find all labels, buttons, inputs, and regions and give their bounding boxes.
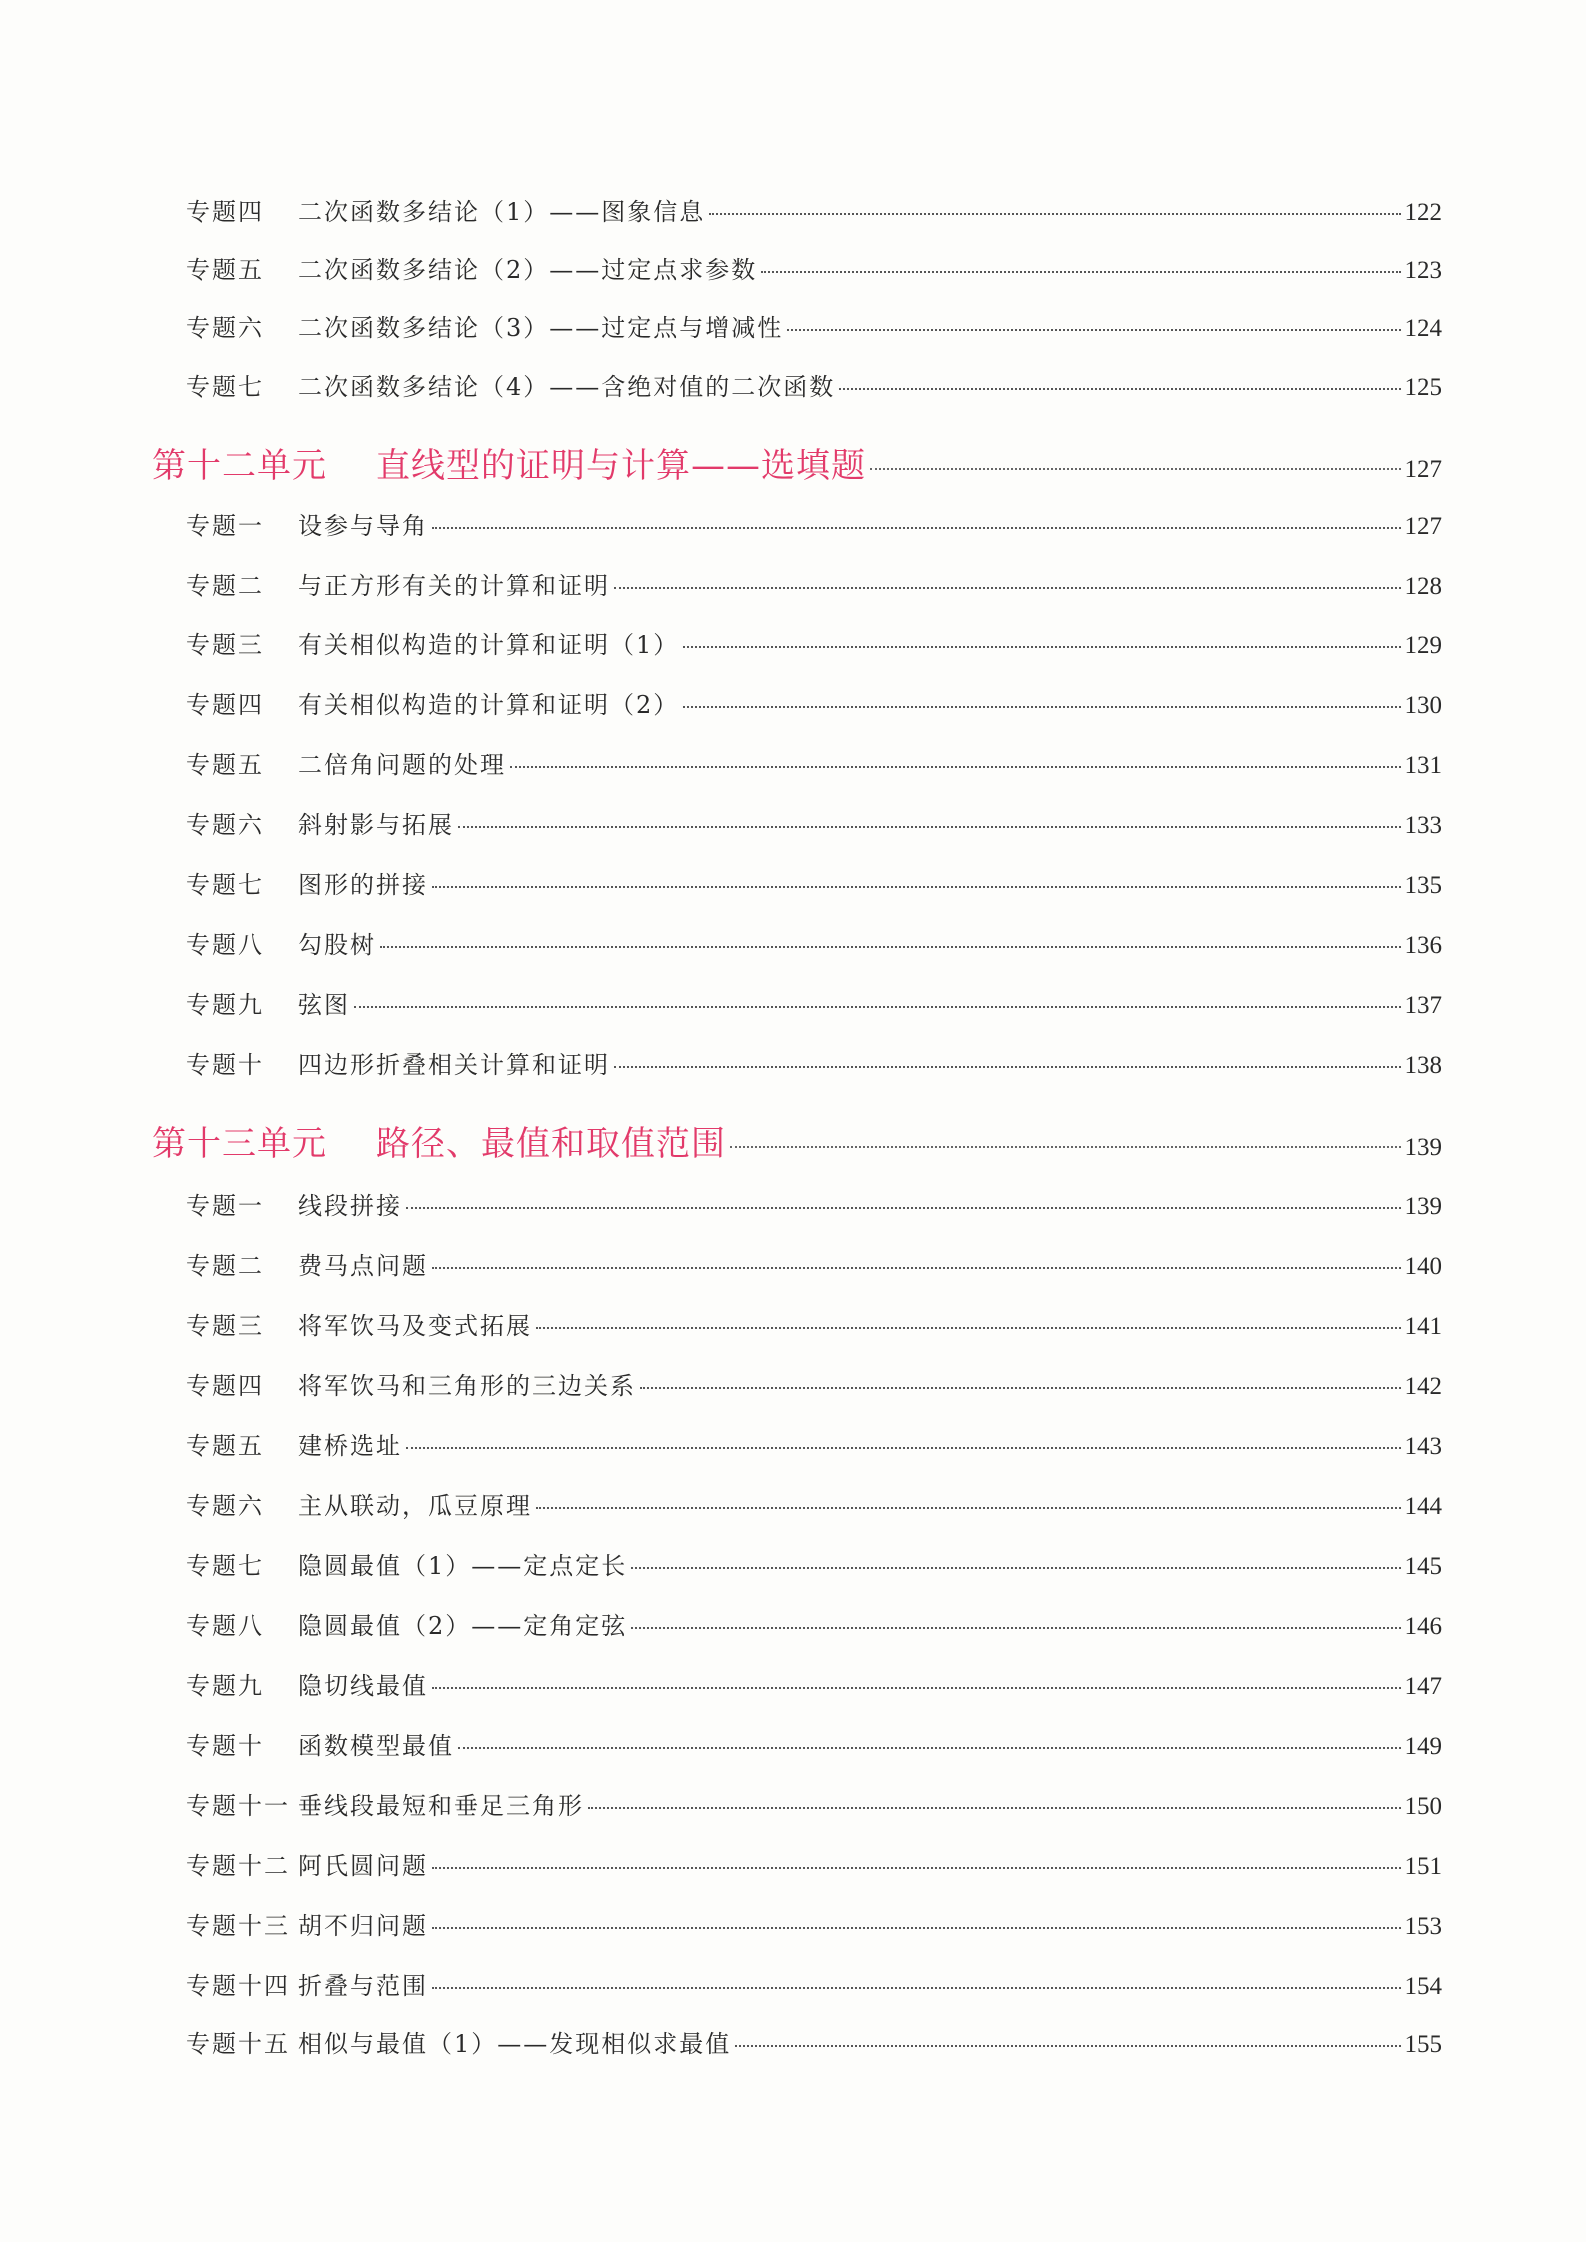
topic-label: 专题六 [186,314,264,342]
dot-leader [536,1327,1401,1329]
toc-entry[interactable] [152,985,1442,1020]
toc-entry[interactable] [152,1606,1442,1641]
page-number: 155 [1404,2031,1442,2058]
toc-entry[interactable] [152,1426,1442,1461]
dot-leader [730,1146,1401,1148]
dot-leader [614,1066,1401,1068]
topic-label: 专题三 [186,1312,264,1340]
topic-label: 专题一 [186,512,264,540]
topic-title: 四边形折叠相关计算和证明 [298,1051,610,1079]
toc-entry[interactable] [152,2024,1442,2059]
topic-label: 专题十 [186,1051,264,1079]
dot-leader [787,329,1400,331]
page-number: 139 [1404,1193,1442,1220]
page-number: 125 [1404,374,1442,401]
dot-leader [432,527,1401,529]
topic-label: 专题十二 [186,1852,290,1880]
dot-leader [640,1387,1401,1389]
topic-label: 专题四 [186,1372,264,1400]
topic-title: 胡不归问题 [298,1912,428,1940]
page-number: 147 [1404,1673,1442,1700]
page-number: 139 [1404,1134,1442,1161]
topic-title: 与正方形有关的计算和证明 [298,572,610,600]
topic-label: 专题二 [186,1252,264,1280]
dot-leader [761,271,1400,273]
toc-entry[interactable] [152,308,1442,343]
dot-leader [406,1447,1401,1449]
dot-leader [588,1807,1401,1809]
topic-title: 二次函数多结论（4）——含绝对值的二次函数 [298,373,836,401]
toc-entry[interactable] [152,685,1442,720]
page-number: 145 [1404,1553,1442,1580]
topic-title: 隐圆最值（2）——定角定弦 [298,1612,628,1640]
unit-title: 路径、最值和取值范围 [376,1124,726,1164]
topic-title: 阿氏圆问题 [298,1852,428,1880]
topic-label: 专题三 [186,631,264,659]
toc-entry[interactable] [152,1186,1442,1221]
topic-title: 费马点问题 [298,1252,428,1280]
topic-title: 建桥选址 [298,1432,402,1460]
topic-title: 图形的拼接 [298,871,428,899]
dot-leader [536,1507,1401,1509]
dot-leader [458,1747,1401,1749]
topic-title: 将军饮马和三角形的三边关系 [298,1372,636,1400]
page-number: 144 [1404,1493,1442,1520]
dot-leader [735,2045,1400,2047]
topic-label: 专题五 [186,1432,264,1460]
page-number: 149 [1404,1733,1442,1760]
toc-entry[interactable] [152,745,1442,780]
toc-entry[interactable] [152,1726,1442,1761]
topic-label: 专题六 [186,1492,264,1520]
topic-label: 专题四 [186,198,264,226]
page-number: 143 [1404,1433,1442,1460]
topic-title: 有关相似构造的计算和证明（1） [298,631,680,659]
topic-title: 函数模型最值 [298,1732,454,1760]
toc-entry[interactable] [152,1246,1442,1281]
page-number: 151 [1404,1853,1442,1880]
topic-label: 专题七 [186,871,264,899]
toc-entry[interactable] [152,1366,1442,1401]
toc-entry[interactable] [152,367,1442,402]
page-number: 123 [1404,257,1442,284]
topic-title: 垂线段最短和垂足三角形 [298,1792,584,1820]
toc-entry[interactable] [152,1486,1442,1521]
page-number: 141 [1404,1313,1442,1340]
topic-title: 隐切线最值 [298,1672,428,1700]
dot-leader [432,1987,1401,1989]
topic-title: 有关相似构造的计算和证明（2） [298,691,680,719]
dot-leader [432,1927,1401,1929]
page-number: 127 [1404,456,1442,483]
page-number: 146 [1404,1613,1442,1640]
dot-leader [870,468,1401,470]
dot-leader [406,1207,1401,1209]
dot-leader [432,1687,1401,1689]
topic-title: 主从联动，瓜豆原理 [298,1492,532,1520]
unit-label: 第十二单元 [152,446,327,486]
page-number: 135 [1404,872,1442,899]
toc-entry[interactable] [152,250,1442,285]
topic-title: 隐圆最值（1）——定点定长 [298,1552,628,1580]
toc-unit-heading[interactable] [152,1116,1442,1165]
topic-title: 二次函数多结论（3）——过定点与增减性 [298,314,784,342]
unit-title: 直线型的证明与计算——选填题 [376,446,866,486]
topic-title: 弦图 [298,991,350,1019]
toc-entry[interactable] [152,192,1442,227]
dot-leader [683,646,1400,648]
toc-entry[interactable] [152,1786,1442,1821]
toc-entry[interactable] [152,1306,1442,1341]
dot-leader [631,1567,1400,1569]
toc-entry[interactable] [152,1846,1442,1881]
toc-entry[interactable] [152,925,1442,960]
topic-title: 设参与导角 [298,512,428,540]
topic-label: 专题一 [186,1192,264,1220]
toc-entry[interactable] [152,566,1442,601]
topic-title: 相似与最值（1）——发现相似求最值 [298,2030,732,2058]
topic-label: 专题九 [186,991,264,1019]
topic-label: 专题五 [186,256,264,284]
dot-leader [380,946,1401,948]
topic-label: 专题十四 [186,1972,290,2000]
page-number: 138 [1404,1052,1442,1079]
page-number: 133 [1404,812,1442,839]
dot-leader [839,388,1400,390]
toc-entry[interactable] [152,1546,1442,1581]
topic-title: 折叠与范围 [298,1972,428,2000]
topic-label: 专题九 [186,1672,264,1700]
topic-label: 专题十五 [186,2030,290,2058]
toc-entry[interactable] [152,805,1442,840]
page-number: 153 [1404,1913,1442,1940]
topic-label: 专题二 [186,572,264,600]
topic-label: 专题八 [186,1612,264,1640]
topic-title: 二倍角问题的处理 [298,751,506,779]
toc-entry[interactable] [152,865,1442,900]
page-number: 128 [1404,573,1442,600]
dot-leader [432,1867,1401,1869]
page-number: 150 [1404,1793,1442,1820]
page-number: 122 [1404,199,1442,226]
dot-leader [432,1267,1401,1269]
toc-entry[interactable] [152,1906,1442,1941]
dot-leader [458,826,1401,828]
toc-entry[interactable] [152,1666,1442,1701]
dot-leader [510,766,1401,768]
page-number: 137 [1404,992,1442,1019]
topic-label: 专题十 [186,1732,264,1760]
topic-label: 专题七 [186,373,264,401]
topic-label: 专题十三 [186,1912,290,1940]
topic-label: 专题五 [186,751,264,779]
topic-title: 二次函数多结论（2）——过定点求参数 [298,256,758,284]
page-number: 136 [1404,932,1442,959]
page-number: 124 [1404,315,1442,342]
toc-entry[interactable] [152,625,1442,660]
page-number: 127 [1404,513,1442,540]
dot-leader [709,213,1400,215]
dot-leader [614,587,1401,589]
topic-label: 专题十一 [186,1792,290,1820]
toc-entry[interactable] [152,1045,1442,1080]
topic-title: 将军饮马及变式拓展 [298,1312,532,1340]
page-number: 130 [1404,692,1442,719]
topic-label: 专题八 [186,931,264,959]
dot-leader [432,886,1401,888]
page-number: 154 [1404,1973,1442,2000]
toc-entry[interactable] [152,1966,1442,2001]
topic-title: 二次函数多结论（1）——图象信息 [298,198,706,226]
topic-title: 线段拼接 [298,1192,402,1220]
dot-leader [683,706,1400,708]
unit-label: 第十三单元 [152,1124,327,1164]
page-number: 129 [1404,632,1442,659]
page-number: 142 [1404,1373,1442,1400]
dot-leader [631,1627,1400,1629]
toc-unit-heading[interactable] [152,438,1442,487]
topic-title: 勾股树 [298,931,376,959]
topic-label: 专题七 [186,1552,264,1580]
dot-leader [354,1006,1401,1008]
topic-title: 斜射影与拓展 [298,811,454,839]
page-number: 140 [1404,1253,1442,1280]
topic-label: 专题六 [186,811,264,839]
topic-label: 专题四 [186,691,264,719]
page-number: 131 [1404,752,1442,779]
toc-entry[interactable] [152,506,1442,541]
